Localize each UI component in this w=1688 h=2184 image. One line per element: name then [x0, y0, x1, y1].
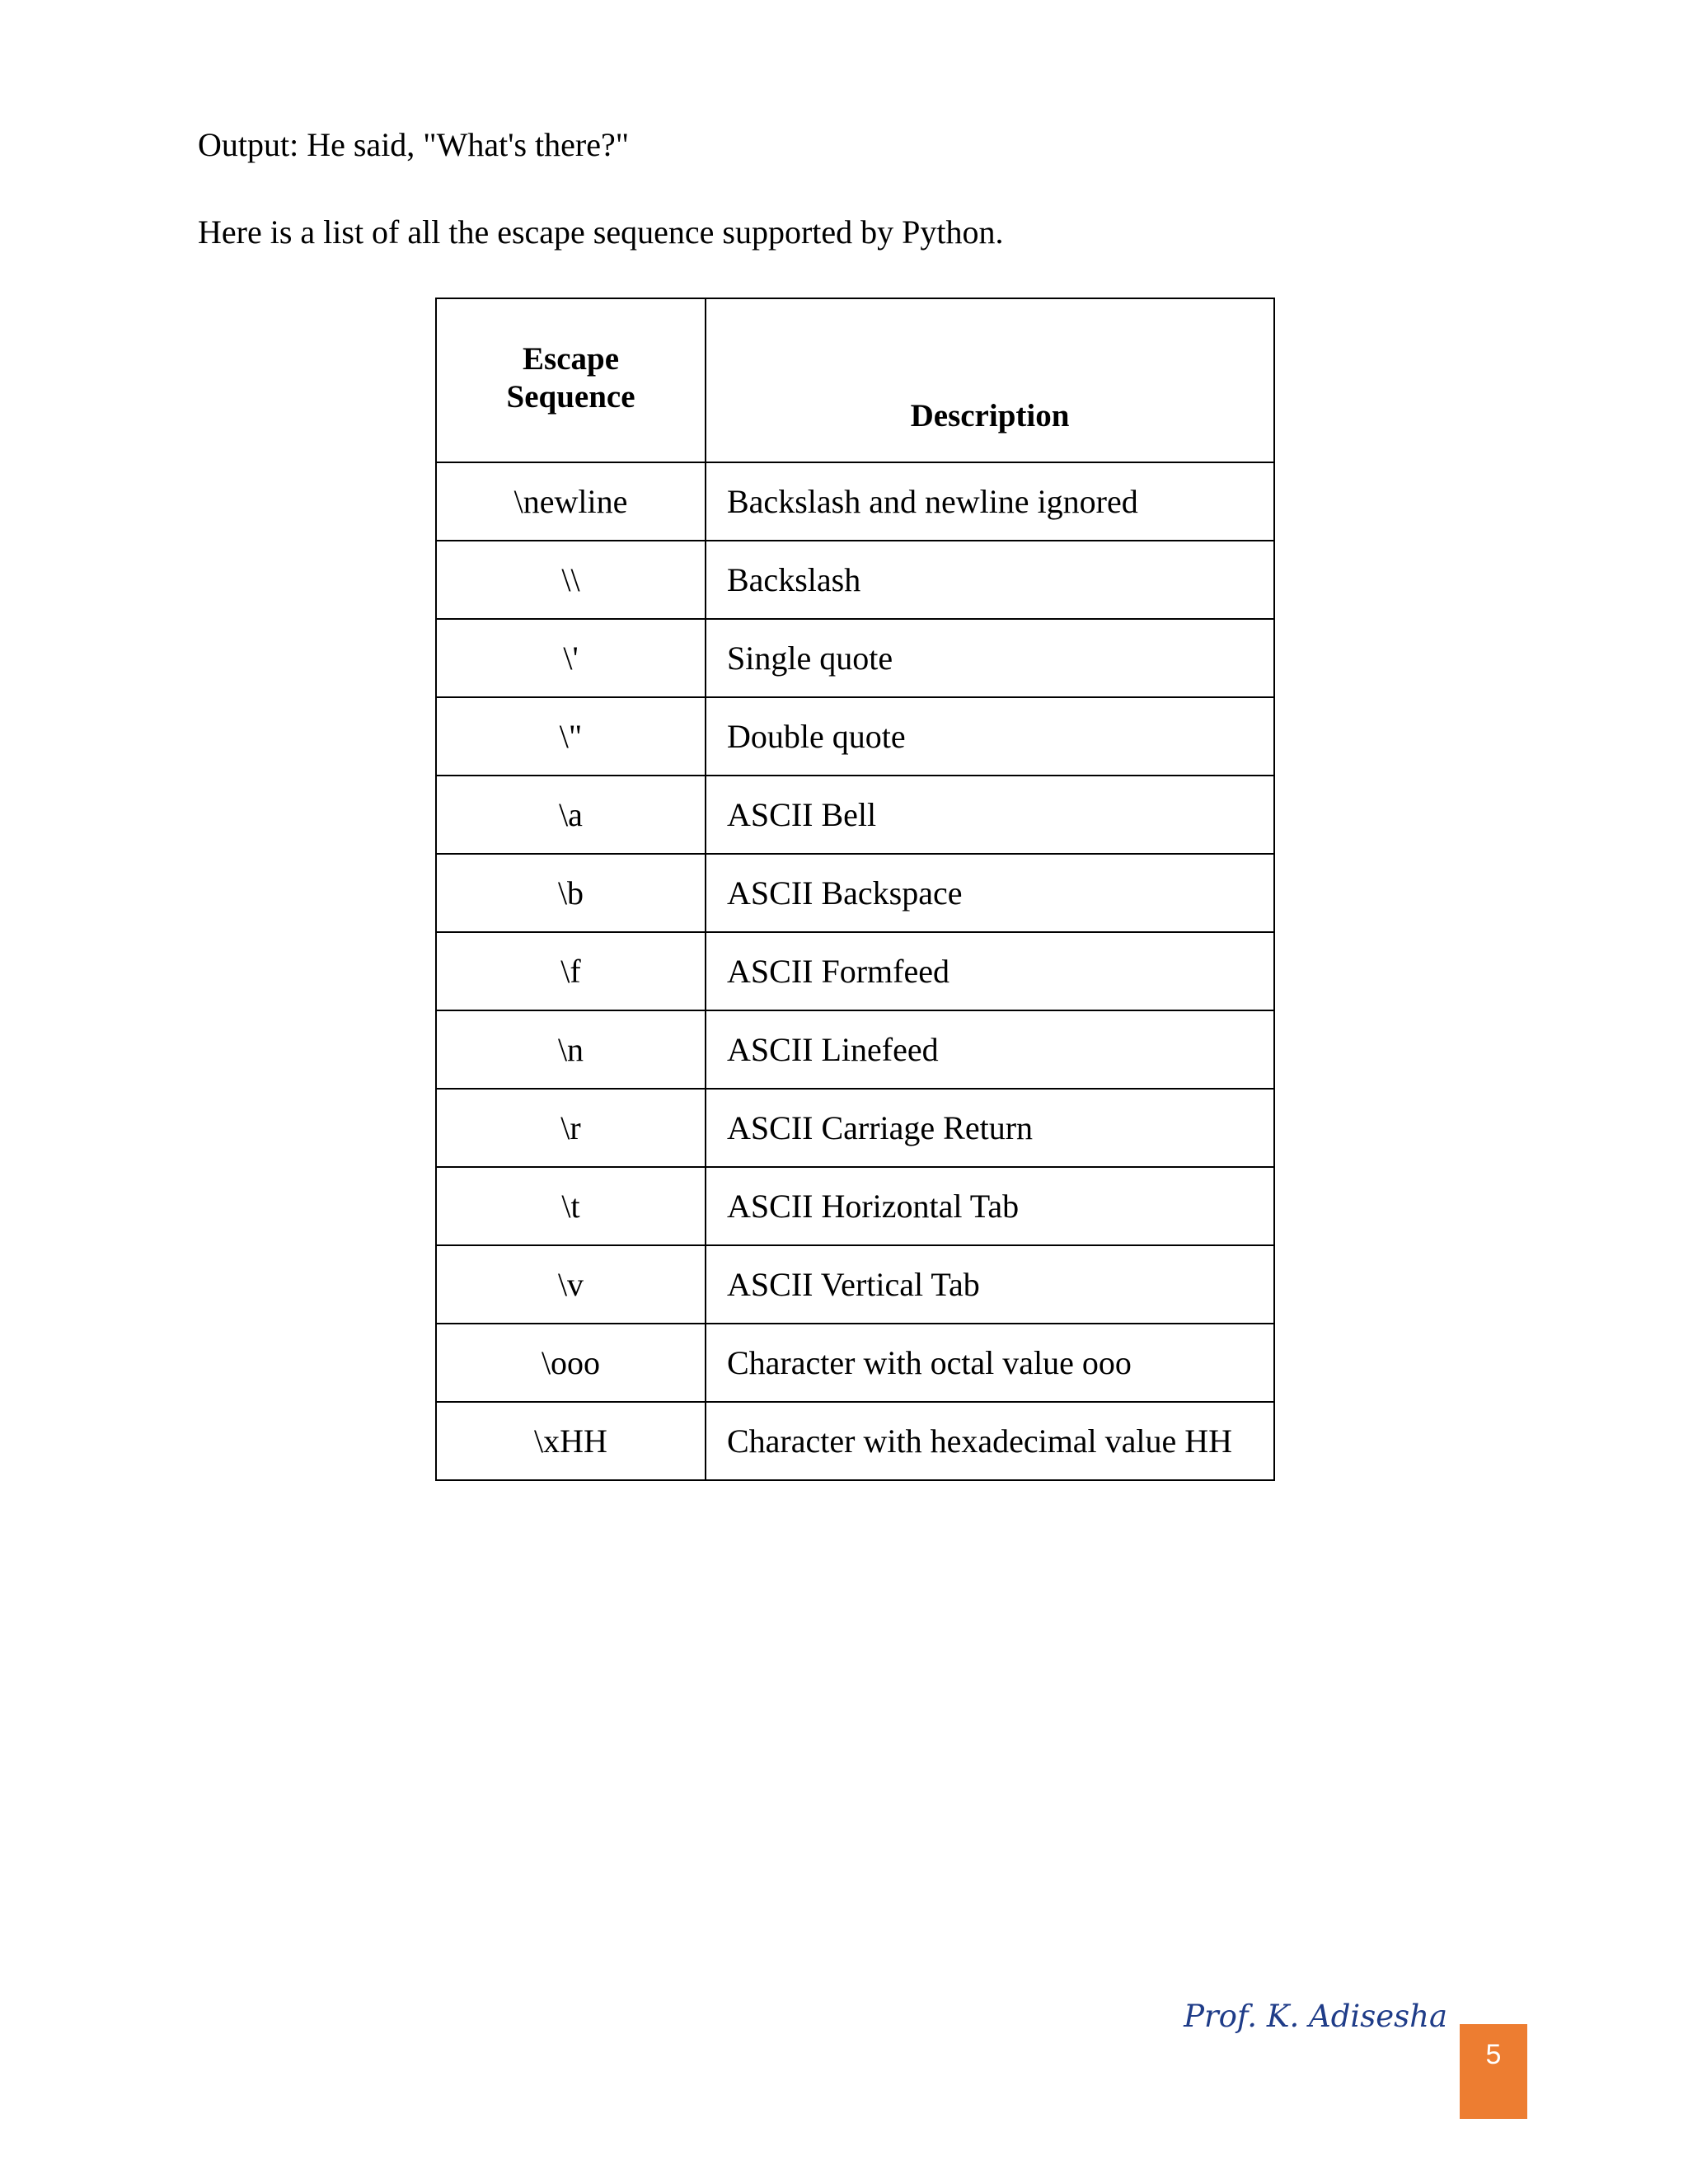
description-cell: ASCII Carriage Return: [706, 1089, 1274, 1167]
escape-sequence-cell: \f: [436, 932, 706, 1010]
footer-author: Prof. K. Adisesha: [1184, 1999, 1447, 2034]
escape-sequence-cell: \a: [436, 776, 706, 854]
table-row: [436, 854, 1274, 932]
table-row: [436, 1245, 1274, 1324]
table-row: [436, 776, 1274, 854]
description-cell: Character with octal value ooo: [706, 1324, 1274, 1402]
description-cell: Single quote: [706, 619, 1274, 697]
escape-sequence-cell: \v: [436, 1245, 706, 1324]
intro-text: Here is a list of all the escape sequence supported by Python.: [198, 213, 1004, 251]
header-escape-line1: Escape: [523, 340, 619, 377]
escape-sequence-cell: \r: [436, 1089, 706, 1167]
header-escape-line2: Sequence: [506, 378, 635, 415]
table-row: [436, 619, 1274, 697]
escape-sequence-cell: \\: [436, 541, 706, 619]
escape-sequence-cell: \b: [436, 854, 706, 932]
description-cell: ASCII Linefeed: [706, 1010, 1274, 1089]
header-escape-sequence: [436, 298, 706, 462]
table-row: [436, 1402, 1274, 1480]
description-cell: ASCII Formfeed: [706, 932, 1274, 1010]
description-cell: Double quote: [706, 697, 1274, 776]
description-cell: Backslash and newline ignored: [706, 462, 1274, 541]
table-row: [436, 462, 1274, 541]
escape-sequence-cell: \t: [436, 1167, 706, 1245]
description-cell: ASCII Bell: [706, 776, 1274, 854]
page-number: 5: [1485, 2039, 1502, 2070]
description-cell: Character with hexadecimal value HH: [706, 1402, 1274, 1480]
table-row: [436, 1324, 1274, 1402]
description-cell: Backslash: [706, 541, 1274, 619]
output-text: Output: He said, "What's there?": [198, 126, 630, 163]
table-row: [436, 1010, 1274, 1089]
table-row: [436, 1089, 1274, 1167]
escape-sequence-cell: \': [436, 619, 706, 697]
page-number-badge: [1460, 2024, 1527, 2119]
table-row: [436, 1167, 1274, 1245]
escape-sequence-cell: \xHH: [436, 1402, 706, 1480]
description-cell: ASCII Vertical Tab: [706, 1245, 1274, 1324]
header-description: Description: [706, 298, 1274, 462]
escape-sequence-cell: \n: [436, 1010, 706, 1089]
table-header-row: [436, 298, 1274, 462]
table-row: [436, 932, 1274, 1010]
escape-sequence-cell: \": [436, 697, 706, 776]
escape-sequence-cell: \newline: [436, 462, 706, 541]
description-cell: ASCII Horizontal Tab: [706, 1167, 1274, 1245]
table-row: [436, 697, 1274, 776]
table-row: [436, 541, 1274, 619]
escape-sequence-table: [435, 298, 1275, 1481]
escape-sequence-cell: \ooo: [436, 1324, 706, 1402]
description-cell: ASCII Backspace: [706, 854, 1274, 932]
